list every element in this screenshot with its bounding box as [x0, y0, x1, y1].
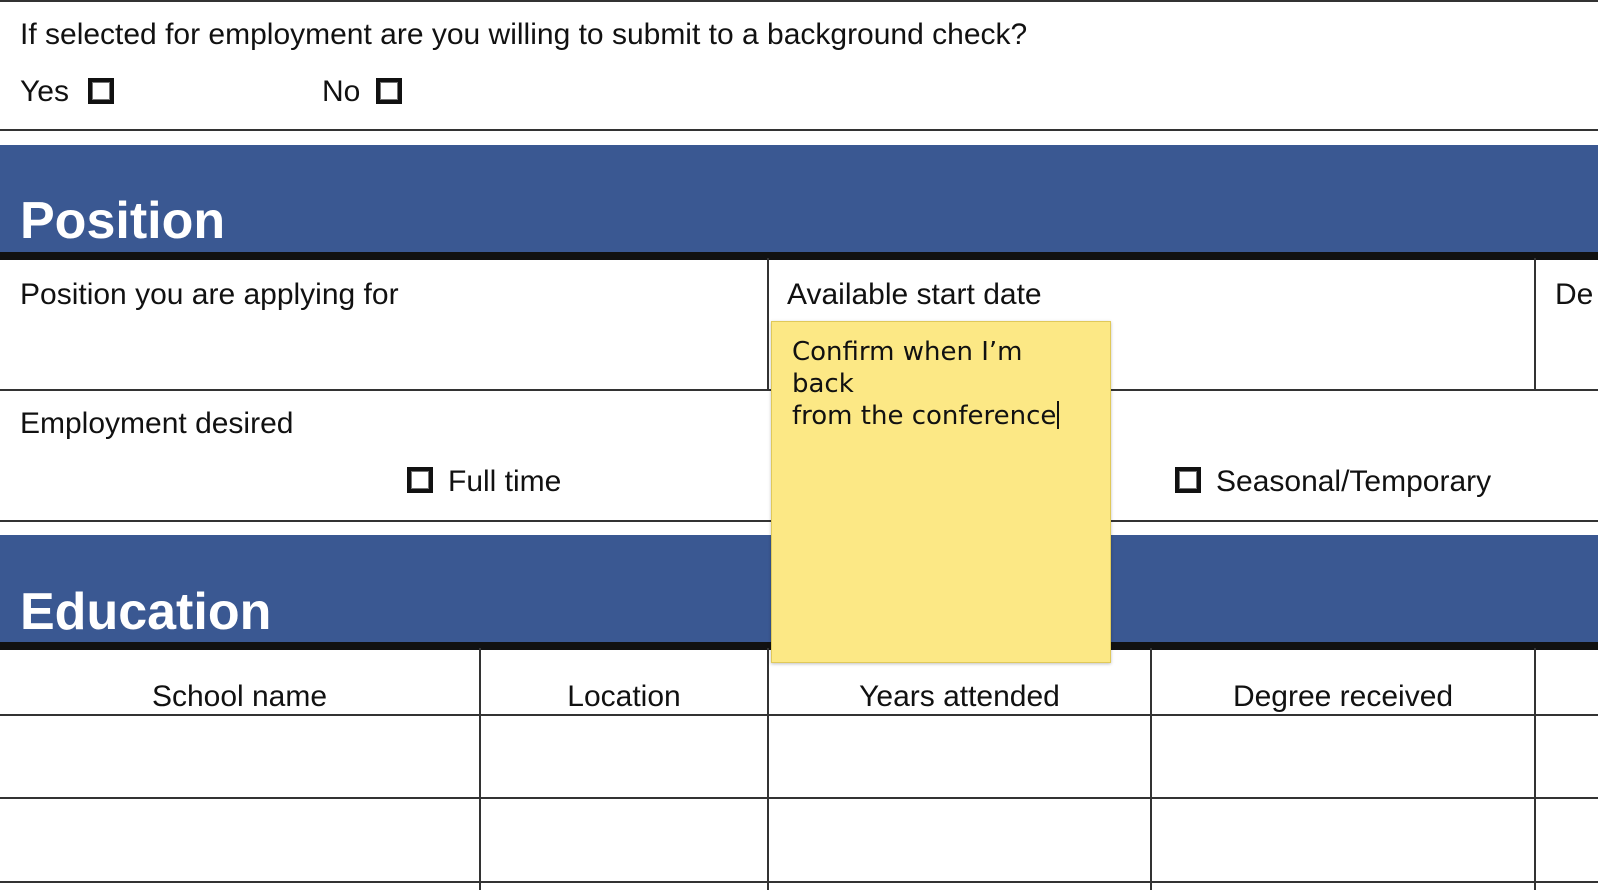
full-time-label: Full time	[448, 465, 562, 498]
desired-label-partial: De	[1555, 278, 1594, 311]
position-heading: Position	[20, 192, 226, 250]
sticky-note-text[interactable]: Confirm when I’m back from the conference	[792, 336, 1092, 432]
position-applying-for-label: Position you are applying for	[20, 278, 399, 311]
text-caret	[1057, 401, 1059, 429]
position-header-rule	[0, 252, 1598, 260]
no-checkbox[interactable]	[376, 78, 402, 104]
position-section-header	[0, 145, 1598, 254]
column-header-degree-received: Degree received	[1232, 680, 1454, 713]
divider	[767, 258, 769, 391]
yes-label: Yes	[20, 75, 69, 108]
column-header-school-name: School name	[151, 680, 328, 713]
column-header-location: Location	[567, 680, 681, 713]
divider	[0, 797, 1598, 799]
sticky-note[interactable]	[771, 321, 1111, 663]
education-heading: Education	[20, 583, 272, 641]
yes-checkbox[interactable]	[88, 78, 114, 104]
divider	[0, 129, 1598, 131]
top-border	[0, 0, 1598, 2]
divider	[1534, 258, 1536, 391]
seasonal-temporary-label: Seasonal/Temporary	[1216, 465, 1492, 498]
divider	[0, 881, 1598, 883]
employment-desired-label: Employment desired	[20, 407, 294, 440]
available-start-date-label: Available start date	[787, 278, 1042, 311]
divider	[0, 714, 1598, 716]
divider	[1534, 648, 1536, 890]
full-time-checkbox[interactable]	[407, 467, 433, 493]
background-check-question: If selected for employment are you willing to submit to a background check?	[20, 18, 1028, 51]
no-label: No	[322, 75, 361, 108]
seasonal-temporary-checkbox[interactable]	[1175, 467, 1201, 493]
column-header-years-attended: Years attended	[859, 680, 1060, 713]
